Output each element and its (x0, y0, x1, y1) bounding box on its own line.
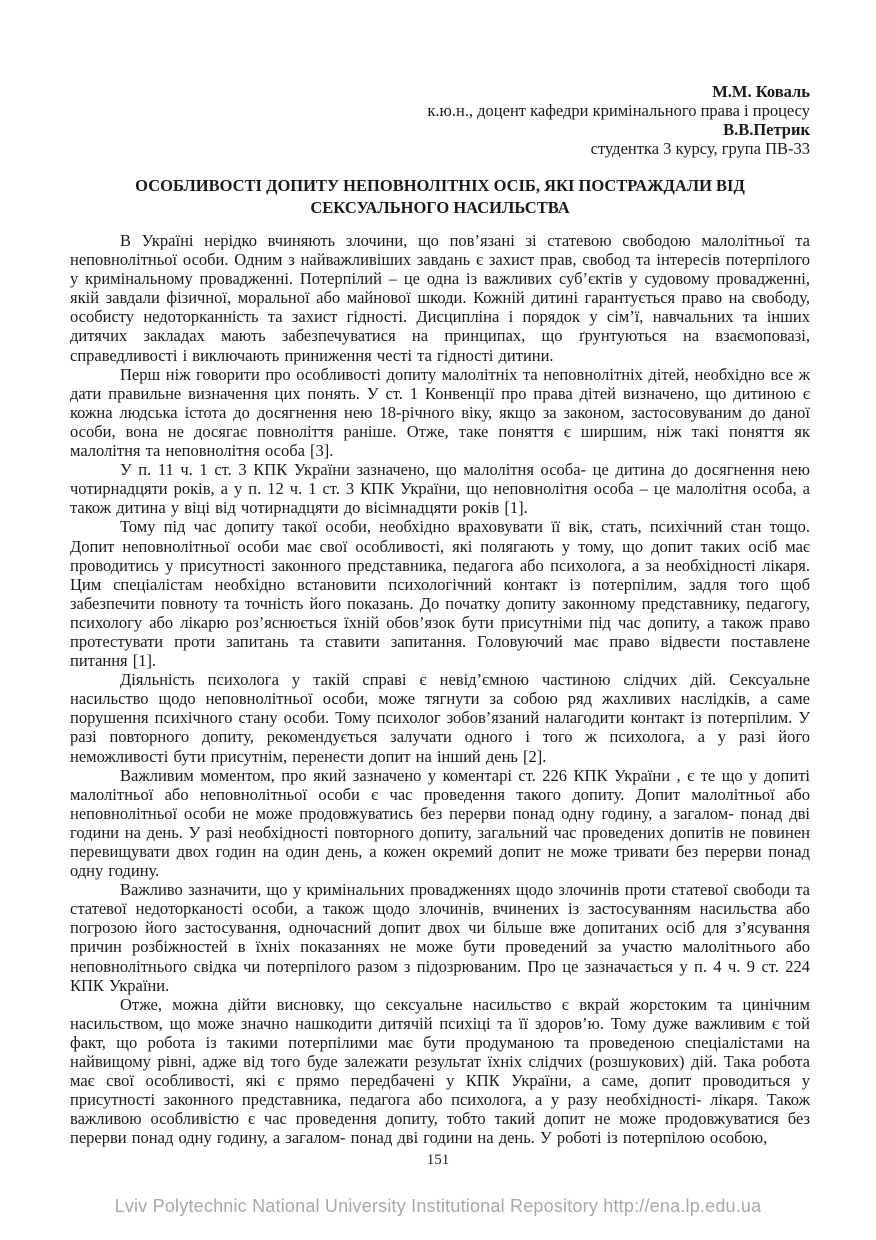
paragraph: У п. 11 ч. 1 ст. 3 КПК України зазначено, що малолітня особа- це дитина до досягнення нею чотирнадцяти років, а у п. 12 ч. 1 ст. 3 КПК України, що неповнолітня особа – це малолітня особа, а також дитина у віці від чотирнадцяти до вісімнадцяти років [1]. (70, 460, 810, 518)
paragraph: Перш ніж говорити про особливості допиту малолітніх та неповнолітніх дітей, необхідно все ж дати правильне визначення цих понять. У ст. 1 Конвенції про права дітей визначено, що дитиною є кожна людська істота до досягнення нею 18-річного віку, якщо за законом, застосовуваним до даної особи, вона не досягає повноліття раніше. Отже, таке поняття є ширшим, ніж такі поняття як малолітня та неповнолітня особа [3]. (70, 364, 810, 461)
paragraph: Важливим моментом, про який зазначено у коментарі ст. 226 КПК України , є те що у допиті малолітньої або неповнолітньої особи є час проведення такого допиту. Допит малолітньої або неповнолітньої особи не може продовжуватись без перерви понад одну годину, а загалом- понад дві години на день. У разі необхідності повторного допиту, загальний час проведених допитів не повинен перевищувати двох годин на один день, а кожен окремий допит не може тривати без перерви понад одну годину. (70, 765, 810, 881)
paragraph: Отже, можна дійти висновку, що сексуальне насильство є вкрай жорстоким та цинічним насильством, що може значно нашкодити дитячій психіці та її здоров’ю. Тому дуже важливим є той факт, що робота із такими потерпілими має бути продуманою та проведеною спеціалістами на найвищому рівні, адже від того буде залежати результат їхніх слідчих (розшукових) дій. Така робота має свої особливості, які є прямо передбачені у КПК України, а саме, допит проводиться у присутності законного представника, педагога або психолога, а у разу необхідності- лікаря. Також важливою особливістю є час проведення допиту, тобто такий допит не може продовжуватися без перерви понад одну годину, а загалом- понад дві години на день. У роботі із потерпілою особою, (70, 994, 810, 1148)
paragraph: Важливо зазначити, що у кримінальних провадженнях щодо злочинів проти статевої свободи та статевої недоторканості особи, а також щодо злочинів, вчинених із застосуванням насильства або погрозою його застосування, одночасний допит двох чи більше вже допитаних осіб для з’ясування причин розбіжностей в їхніх показаннях не може бути проведений за участю малолітнього або неповнолітнього свідка чи потерпілого разом з підозрюваним. Про це зазначається у п. 4 ч. 9 ст. 224 КПК України. (70, 880, 810, 995)
paper-title: ОСОБЛИВОСТІ ДОПИТУ НЕПОВНОЛІТНІХ ОСІБ, ЯКІ ПОСТРАЖДАЛИ ВІД СЕКСУАЛЬНОГО НАСИЛЬСТВА (135, 176, 745, 217)
page-content (70, 82, 810, 1148)
author-role: к.ю.н., доцент кафедри кримінального права і процесу (427, 101, 810, 120)
page-number: 151 (426, 1152, 450, 1168)
author-role: студентка 3 курсу, група ПВ-33 (590, 139, 810, 158)
author-name: В.В.Петрик (723, 120, 810, 139)
author-block (70, 82, 810, 158)
repository-footer: Lviv Polytechnic National University Institutional Repository http://ena.lp.edu.ua (114, 1196, 762, 1216)
paragraph: Тому під час допиту такої особи, необхідно враховувати її вік, стать, психічний стан тощо. Допит неповнолітньої особи має свої особливості, які полягають у тому, що допит таких осіб має проводитись у присутності законного представника, педагога або психолога, а за необхідності лікаря. Цим спеціалістам необхідно встановити психологічний контакт із потерпілим, задля того щоб забезпечити повноту та точність його показань. До початку допиту законному представнику, педагогу, психологу або лікарю роз’яснюється їхній обов’язок бути присутніми під час допиту, а також право протестувати проти запитань та ставити запитання. Головуючий має право відвести поставлене питання [1]. (70, 517, 810, 671)
article-body (70, 231, 810, 1148)
author-name: М.М. Коваль (712, 82, 810, 101)
paragraph: В Україні нерідко вчиняють злочини, що пов’язані зі статевою свободою малолітньої та неповнолітньої особи. Одним з найважливіших завдань є захист прав, свобод та інтересів потерпілого у кримінальному провадженні. Потерпілий – це одна із важливих суб’єктів у судовому провадженні, якій завдали фізичної, моральної або майнової шкоди. Кожній дитині гарантується право на свободу, особисту недоторканність та захист гідності. Дисципліна і порядок у сім’ї, навчальних та інших дитячих закладах мають забезпечуватися на принципах, що ґрунтуються на взаємоповазі, справедливості і виключають приниження честі та гідності дитини. (70, 231, 810, 365)
paragraph: Діяльність психолога у такій справі є невід’ємною частиною слідчих дій. Сексуальне насильство щодо неповнолітньої особи, може тягнути за собою ряд жахливих наслідків, а саме порушення психічного стану особи. Тому психолог зобов’язаний налагодити контакт із потерпілим. У разі повторного допиту, рекомендується залучати одного і того ж психолога, а у разі його неможливості бути присутнім, перенести допит на інший день [2]. (70, 670, 810, 766)
